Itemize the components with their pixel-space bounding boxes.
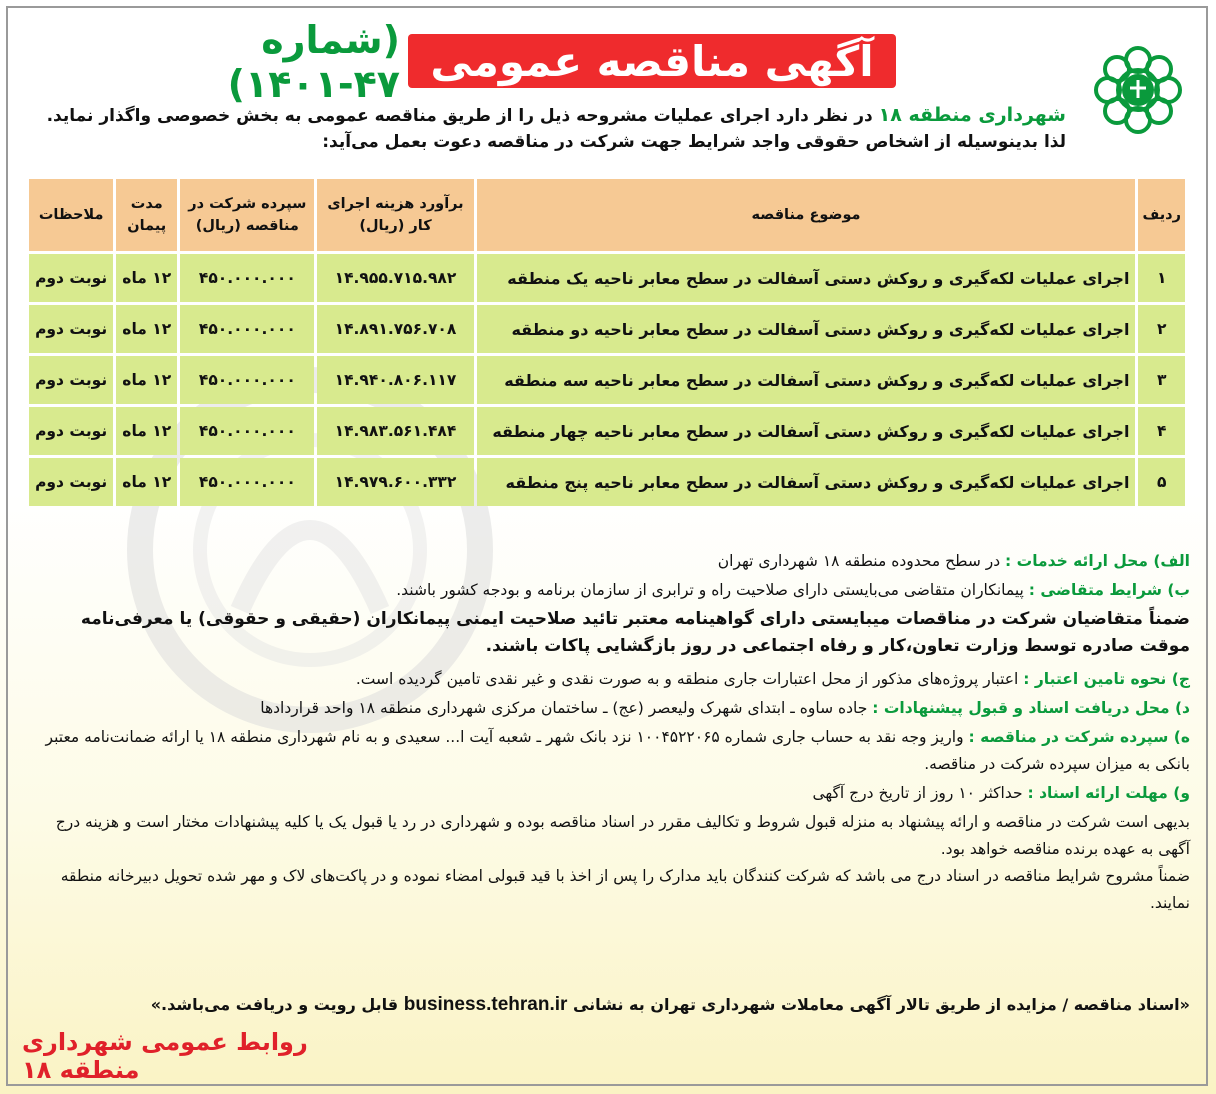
cell-notes: نوبت دوم [29,458,113,506]
section-a-text: در سطح محدوده منطقه ۱۸ شهرداری تهران [717,552,1006,570]
header-row-no: ردیف [1138,179,1185,251]
title-banner [408,34,896,88]
intro-text-1: در نظر دارد اجرای عملیات مشروحه ذیل را از طریق مناقصه عمومی به بخش خصوصی واگذار نماید. [46,106,879,126]
cell-notes: نوبت دوم [29,254,113,302]
cell-subject: اجرای عملیات لکه‌گیری و روکش دستی آسفالت در سطح معابر ناحیه سه منطقه [477,356,1136,404]
cell-estimate: ۱۴.۸۹۱.۷۵۶.۷۰۸ [317,305,473,353]
section-c-label: ج) نحوه تامین اعتبار : [1023,670,1190,688]
table-row [29,254,1185,302]
table-header-row [29,179,1185,251]
notice-text-before: «اسناد مناقصه / مزایده از طریق تالار آگهی معاملات شهرداری تهران به نشانی [567,995,1190,1014]
header-duration: مدت پیمان [116,179,177,251]
cell-estimate: ۱۴.۹۵۵.۷۱۵.۹۸۲ [317,254,473,302]
safety-certificate-paragraph: ضمناً متقاضیان شرکت در مناقصات میبایستی دارای گواهینامه معتبر تائید صلاحیت ایمنی پیمانکاران (حقیقی و حقوقی) یا معرفی‌نامه موقت صادره توسط وزارت تعاون،کار و رفاه اجتماعی در روز بازگشایی پاکات باشند. [80,609,1190,656]
intro-line-1 [6,102,1066,129]
cell-estimate: ۱۴.۹۷۹.۶۰۰.۳۳۲ [317,458,473,506]
section-a [26,548,1190,575]
cell-row-no: ۳ [1138,356,1185,404]
public-relations-signature: روابط عمومی شهرداری منطقه ۱۸ [22,1028,308,1084]
header-deposit: سپرده شرکت در مناقصه (ریال) [180,179,314,251]
section-b-label: ب) شرایط متقاضی : [1028,581,1190,599]
cell-duration: ۱۲ ماه [116,407,177,455]
cell-duration: ۱۲ ماه [116,458,177,506]
table-row [29,356,1185,404]
section-e-label: ه) سپرده شرکت در مناقصه : [968,728,1190,746]
section-f-label: و) مهلت ارائه اسناد : [1027,784,1190,802]
section-a-label: الف) محل ارائه خدمات : [1005,552,1190,570]
cell-subject: اجرای عملیات لکه‌گیری و روکش دستی آسفالت در سطح معابر ناحیه پنج منطقه [477,458,1136,506]
cell-row-no: ۱ [1138,254,1185,302]
cell-subject: اجرای عملیات لکه‌گیری و روکش دستی آسفالت در سطح معابر ناحیه چهار منطقه [477,407,1136,455]
section-d-text: جاده ساوه ـ ابتدای شهرک ولیعصر (عج) ـ ساختمان مرکزی شهرداری منطقه ۱۸ واحد قراردادها [260,699,873,717]
section-e [26,724,1190,778]
cell-duration: ۱۲ ماه [116,356,177,404]
header-notes: ملاحظات [29,179,113,251]
section-c [26,666,1190,693]
cell-notes: نوبت دوم [29,305,113,353]
documents-notice [26,994,1190,1016]
conditions-section [26,548,1190,917]
cell-subject: اجرای عملیات لکه‌گیری و روکش دستی آسفالت در سطح معابر ناحیه دو منطقه [477,305,1136,353]
cell-estimate: ۱۴.۹۸۳.۵۶۱.۴۸۴ [317,407,473,455]
section-d-label: د) محل دریافت اسناد و قبول پیشنهادات : [872,699,1190,717]
tender-number: (شماره ۴۷-۱۴۰۱) [227,18,400,106]
cell-deposit: ۴۵۰.۰۰۰.۰۰۰ [180,458,314,506]
cell-deposit: ۴۵۰.۰۰۰.۰۰۰ [180,305,314,353]
cell-notes: نوبت دوم [29,407,113,455]
documents-paragraph: ضمناً مشروح شرایط مناقصه در اسناد درج می باشد که شرکت کنندگان باید مدارک را پس از اخذ با قید قبولی امضاء نموده و در پاکت‌های لاک و مهر شده تحویل دبیرخانه منطقه نمایند. [60,867,1190,912]
cell-duration: ۱۲ ماه [116,254,177,302]
section-d [26,695,1190,722]
cell-deposit: ۴۵۰.۰۰۰.۰۰۰ [180,356,314,404]
section-e-text: واریز وجه نقد به حساب جاری شماره ۱۰۰۴۵۲۲۰۶۵ نزد بانک شهر ـ شعبه آیت ا... سعیدی و به نام شهرداری منطقه ۱۸ یا ارائه ضمانت‌نامه معتبر بانکی به میزان سپرده شرکت در مناقصه. [45,728,1190,773]
notice-url-link[interactable]: business.tehran.ir [403,994,568,1015]
cell-row-no: ۵ [1138,458,1185,506]
tehran-municipality-logo-icon [1086,38,1190,142]
section-b [26,577,1190,604]
cell-row-no: ۲ [1138,305,1185,353]
section-c-text: اعتبار پروژه‌های مذکور از محل اعتبارات جاری منطقه و به صورت نقدی و غیر نقدی تامین گردیده است. [355,670,1024,688]
cell-deposit: ۴۵۰.۰۰۰.۰۰۰ [180,407,314,455]
header-estimate: برآورد هزینه اجرای کار (ریال) [317,179,473,251]
section-f-text: حداکثر ۱۰ روز از تاریخ درج آگهی [812,784,1028,802]
cell-deposit: ۴۵۰.۰۰۰.۰۰۰ [180,254,314,302]
intro-line-2: لذا بدینوسیله از اشخاص حقوقی واجد شرایط جهت شرکت در مناقصه دعوت بعمل می‌آید: [322,132,1066,152]
terms-paragraph: بدیهی است شرکت در مناقصه و ارائه پیشنهاد به منزله قبول شروط و تکالیف مقرر در اسناد مناقصه بوده و شهرداری در رد یا قبول یک یا کلیه پیشنهادات مختار است و هزینه درج آگهی به عهده برنده مناقصه خواهد بود. [55,813,1190,858]
cell-subject: اجرای عملیات لکه‌گیری و روکش دستی آسفالت در سطح معابر ناحیه یک منطقه [477,254,1136,302]
cell-notes: نوبت دوم [29,356,113,404]
intro-org: شهرداری منطقه ۱۸ [878,104,1066,126]
cell-duration: ۱۲ ماه [116,305,177,353]
table-row [29,407,1185,455]
table-row [29,305,1185,353]
page-title: آگهی مناقصه عمومی [430,36,874,86]
tender-table [26,176,1188,509]
page-frame [6,6,1208,1086]
section-b-text: پیمانکاران متقاضی می‌بایستی دارای صلاحیت راه و ترابری از سازمان برنامه و بودجه کشور باشند. [396,581,1029,599]
section-f [26,780,1190,807]
notice-text-after: قابل رویت و دریافت می‌باشد.» [150,995,404,1014]
header-subject: موضوع مناقصه [477,179,1136,251]
cell-estimate: ۱۴.۹۴۰.۸۰۶.۱۱۷ [317,356,473,404]
cell-row-no: ۴ [1138,407,1185,455]
table-row [29,458,1185,506]
